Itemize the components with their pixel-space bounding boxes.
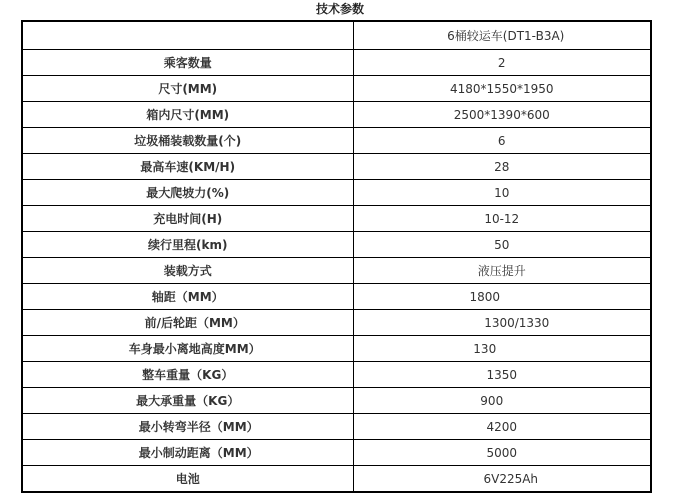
param-value: 130 xyxy=(353,336,651,362)
param-label: 最高车速(KM/H) xyxy=(22,154,353,180)
table-row xyxy=(22,362,651,388)
param-value: 6V225Ah xyxy=(353,466,651,493)
param-label: 装载方式 xyxy=(22,258,353,284)
param-label: 最小制动距离（MM） xyxy=(22,440,353,466)
header-cell-empty xyxy=(22,21,353,50)
param-label: 续行里程(km) xyxy=(22,232,353,258)
param-label: 最大承重量（KG） xyxy=(22,388,353,414)
param-value: 4180*1550*1950 xyxy=(353,76,651,102)
table-row xyxy=(22,180,651,206)
spec-table xyxy=(21,20,652,493)
param-value: 50 xyxy=(353,232,651,258)
param-label: 电池 xyxy=(22,466,353,493)
header-cell-model: 6桶较运车(DT1-B3A) xyxy=(353,21,651,50)
param-label: 整车重量（KG） xyxy=(22,362,353,388)
table-row xyxy=(22,440,651,466)
table-row xyxy=(22,310,651,336)
param-value: 6 xyxy=(353,128,651,154)
param-value: 1350 xyxy=(353,362,651,388)
param-label: 乘客数量 xyxy=(22,50,353,76)
table-row xyxy=(22,154,651,180)
table-header-row xyxy=(22,21,651,50)
table-row xyxy=(22,258,651,284)
param-value: 1300/1330 xyxy=(353,310,651,336)
param-value: 28 xyxy=(353,154,651,180)
param-label: 最小转弯半径（MM） xyxy=(22,414,353,440)
param-label: 充电时间(H) xyxy=(22,206,353,232)
table-row xyxy=(22,388,651,414)
param-value: 4200 xyxy=(353,414,651,440)
param-label: 前/后轮距（MM） xyxy=(22,310,353,336)
param-label: 尺寸(MM) xyxy=(22,76,353,102)
param-value: 10-12 xyxy=(353,206,651,232)
param-label: 箱内尺寸(MM) xyxy=(22,102,353,128)
param-value: 液压提升 xyxy=(353,258,651,284)
table-row xyxy=(22,128,651,154)
table-row xyxy=(22,284,651,310)
param-label: 轴距（MM） xyxy=(22,284,353,310)
table-caption: 技术参数 xyxy=(315,2,364,16)
table-row xyxy=(22,336,651,362)
param-value: 2500*1390*600 xyxy=(353,102,651,128)
param-label: 最大爬坡力(%) xyxy=(22,180,353,206)
param-label: 垃圾桶装载数量(个) xyxy=(22,128,353,154)
param-value: 900 xyxy=(353,388,651,414)
table-row xyxy=(22,206,651,232)
param-value: 10 xyxy=(353,180,651,206)
param-value: 5000 xyxy=(353,440,651,466)
table-row xyxy=(22,50,651,76)
table-row xyxy=(22,466,651,493)
param-label: 车身最小离地高度MM） xyxy=(22,336,353,362)
param-value: 2 xyxy=(353,50,651,76)
param-value: 1800 xyxy=(353,284,651,310)
table-row xyxy=(22,414,651,440)
table-row xyxy=(22,232,651,258)
table-row xyxy=(22,102,651,128)
table-row xyxy=(22,76,651,102)
